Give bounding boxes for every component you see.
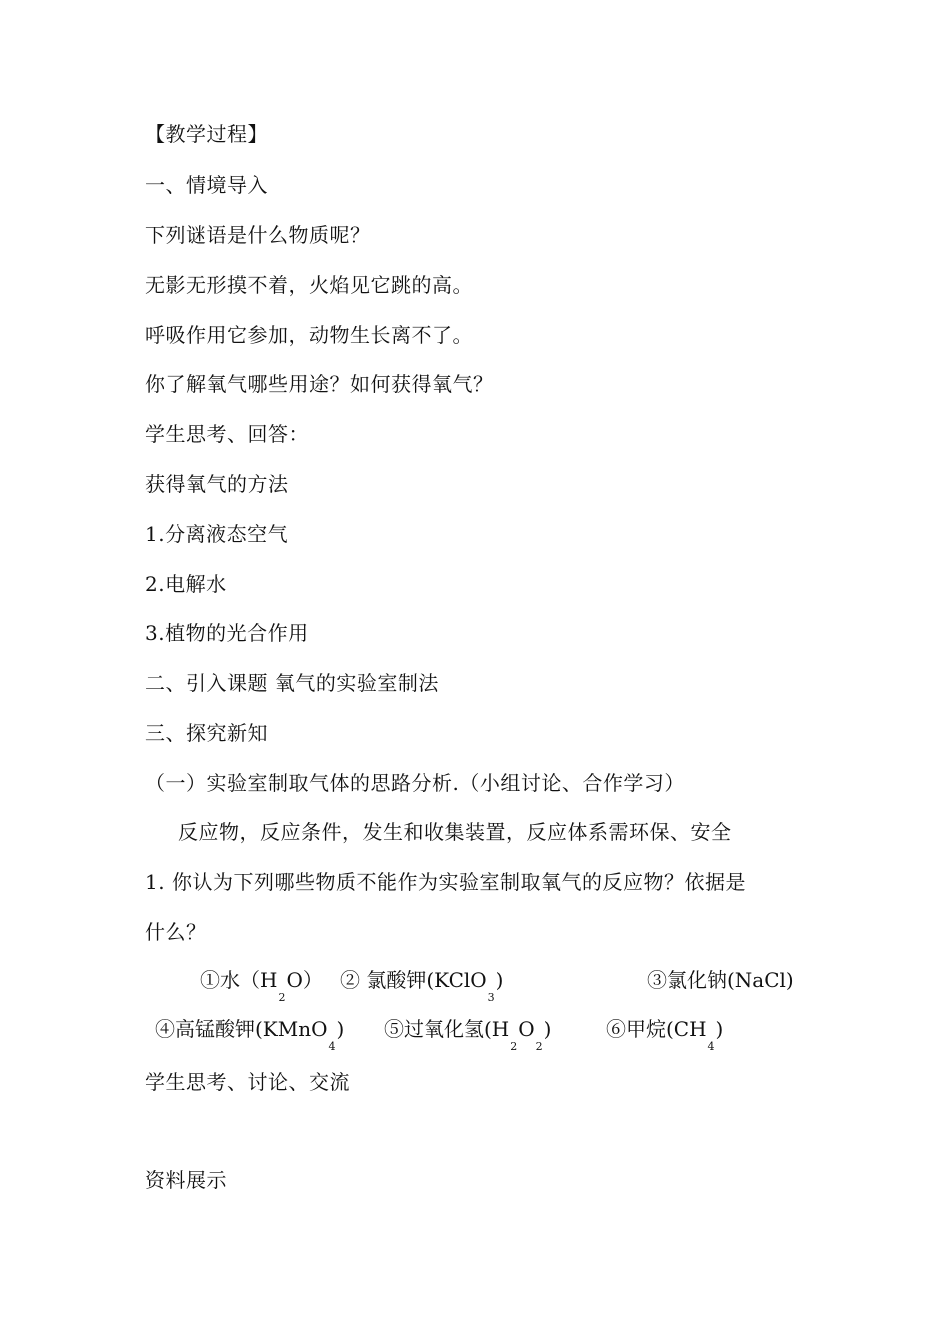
data-show-heading: 资料展示 bbox=[145, 1168, 227, 1192]
substance-hydrogen-peroxide: ⑤过氧化氢$(H_2O_2)$ bbox=[384, 1017, 552, 1053]
heading-topic-intro: 二、引入课题 氧气的实验室制法 bbox=[145, 671, 439, 695]
factors-line: 反应物，反应条件，发生和收集装置，反应体系需环保、安全 bbox=[178, 820, 732, 844]
method-item-3: 3.植物的光合作用 bbox=[145, 621, 309, 645]
substance-methane: ⑥甲烷$(CH_4)$ bbox=[606, 1017, 724, 1053]
substance-water: ①水$(H_2O)$ bbox=[200, 968, 323, 1004]
substance-potassium-permanganate: ④高锰酸钾(KMnO$_4$) bbox=[155, 1017, 345, 1053]
riddle-question: 下列谜语是什么物质呢？ bbox=[145, 223, 371, 247]
substance-potassium-chlorate: ② 氯酸钾(KClO$_3$) bbox=[340, 968, 504, 1004]
question-1-line-b: 什么？ bbox=[145, 920, 207, 944]
students-think-answer: 学生思考、回答： bbox=[145, 422, 309, 446]
methods-title: 获得氧气的方法 bbox=[145, 472, 289, 496]
subsection-analysis: （一）实验室制取气体的思路分析.（小组讨论、合作学习） bbox=[145, 771, 685, 795]
riddle-line-2: 呼吸作用它参加，动物生长离不了。 bbox=[145, 323, 473, 347]
method-item-1: 1.分离液态空气 bbox=[145, 522, 289, 546]
method-item-2: 2.电解水 bbox=[145, 572, 227, 596]
heading-situation-intro: 一、情境导入 bbox=[145, 173, 268, 197]
students-discuss: 学生思考、讨论、交流 bbox=[145, 1070, 350, 1094]
oxygen-uses-question: 你了解氧气哪些用途？如何获得氧气？ bbox=[145, 372, 494, 396]
riddle-line-1: 无影无形摸不着，火焰见它跳的高。 bbox=[145, 273, 473, 297]
section-title: 【教学过程】 bbox=[145, 122, 268, 146]
question-1-line-a: 1. 你认为下列哪些物质不能作为实验室制取氧气的反应物？依据是 bbox=[145, 870, 746, 894]
heading-explore: 三、探究新知 bbox=[145, 721, 268, 745]
substance-sodium-chloride: ③氯化钠(NaCl) bbox=[647, 968, 794, 992]
